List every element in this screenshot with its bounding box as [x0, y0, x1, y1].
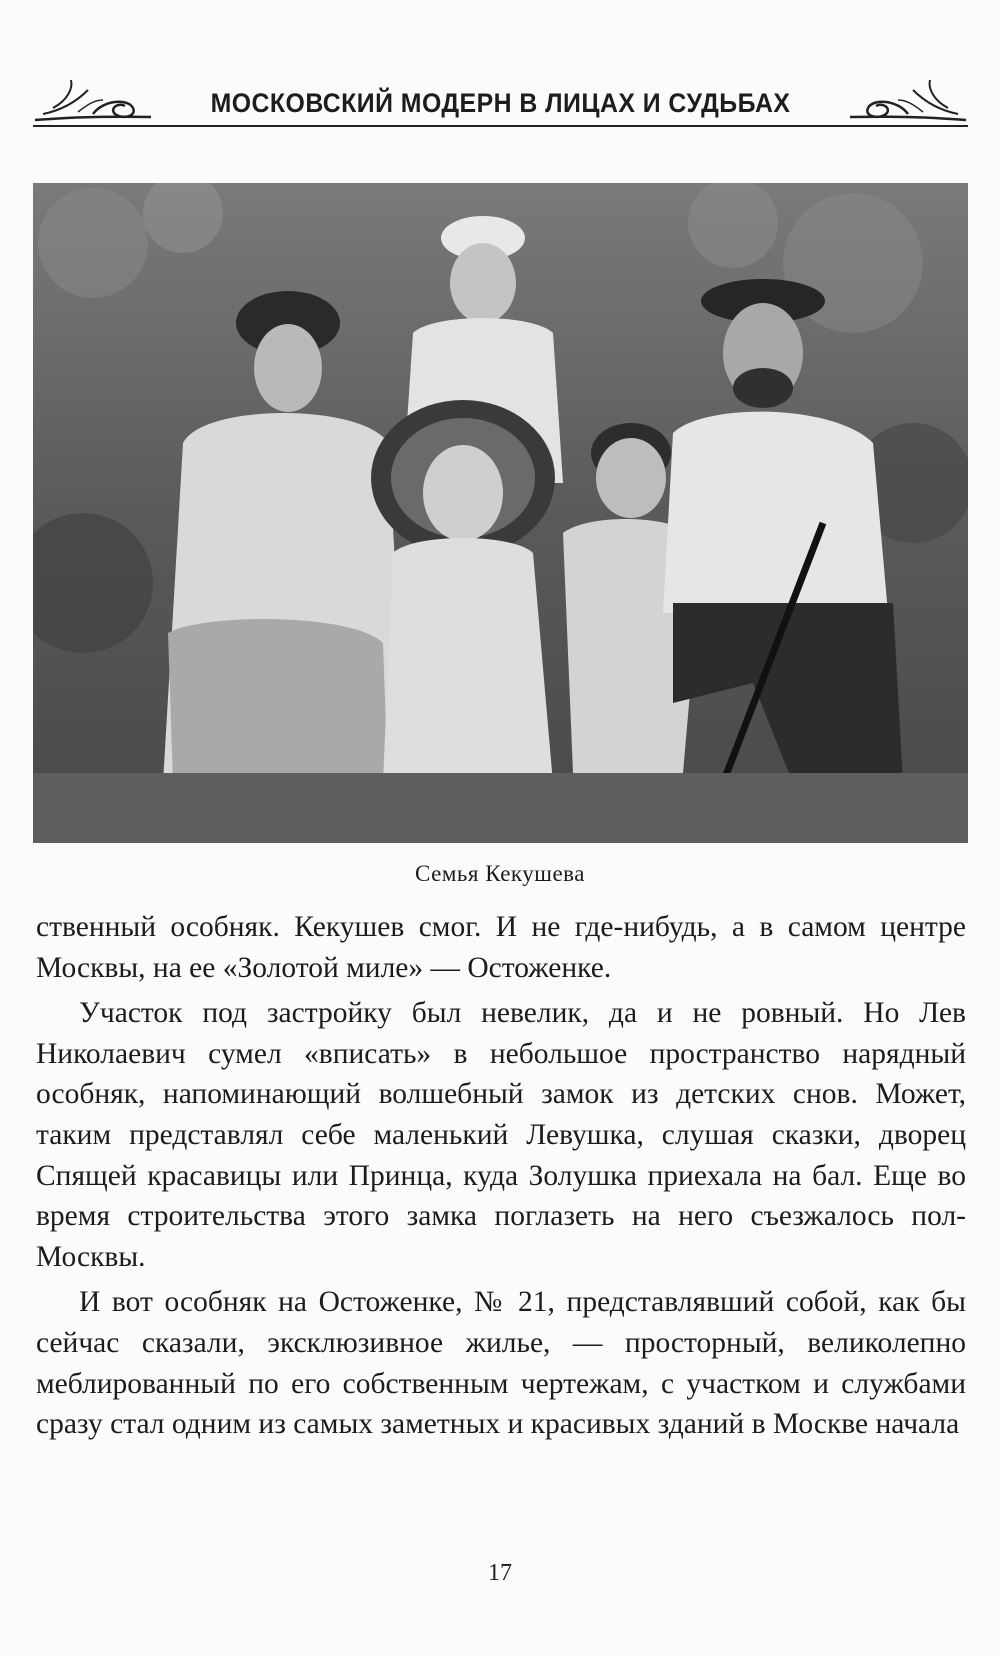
running-header [33, 70, 968, 130]
paragraph: Участок под застройку был невелик, да и не ровный. Но Лев Николаевич сумел «вписать» в небольшое пространство нарядный особняк, напоминающий волшебный замок из детских снов. Может, таким представлял себе маленький Левушка, слушая сказки, дворец Спящей красавицы или Принца, куда Золушка приехала на бал. Еще во время строительства этого замка поглазеть на него съезжалось пол-Москвы. [36, 997, 966, 1273]
body-text [36, 907, 966, 1445]
paragraph: ственный особняк. Кекушев смог. И не где-нибудь, а в самом центре Москвы, на ее «Золотой миле» — Остоженке. [36, 911, 966, 984]
family-photograph [33, 183, 968, 843]
photo-caption: Семья Кекушева [415, 861, 585, 886]
paragraph: И вот особняк на Остоженке, № 21, представлявший собой, как бы сейчас сказали, эксклюзивное жилье, — просторный, великолепно меблированный по его собственным чертежам, с участком и службами сразу стал одним из самых заметных и красивых зданий в Москве начала [36, 1286, 966, 1441]
family-photograph-image [33, 183, 968, 843]
header-rule [33, 125, 968, 127]
running-header-title: МОСКОВСКИЙ МОДЕРН В ЛИЦАХ И СУДЬБАХ [210, 88, 791, 118]
right-flourish-ornament [848, 70, 968, 128]
page-number: 17 [488, 1560, 512, 1586]
